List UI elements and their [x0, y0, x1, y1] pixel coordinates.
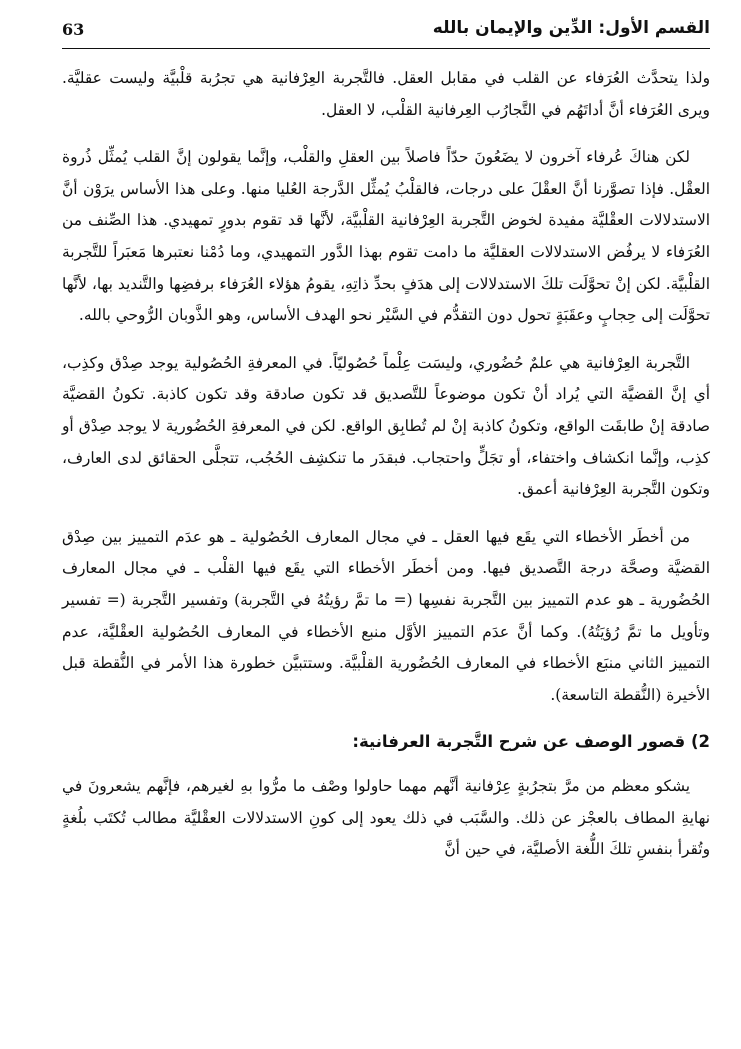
section-heading: 2) قصور الوصف عن شرح التَّجربة العرفانية:: [352, 732, 710, 752]
page-body: [62, 63, 710, 866]
paragraph-2: لكن هناكَ عُرفاء آخرون لا يضَعُونَ حدّاً فاصلاً بين العقلِ والقلْب، وإنَّما يقولون إنَّ القلب يُمثِّل ذُروة العقْل. فإذا تصوَّرنا أنَّ العقْلَ على درجات، فالقلْبُ يُمثِّل الدَّرجة العُليا منها. وعلى هذا الأساس يرَوْن أنَّ الاستدلالات العقْليَّة مفيدة لخوض التَّجربة العِرْفانية القلْبيَّة، لأنَّها قد تقوم بدورٍ تمهيدي. هذا الصِّنف من العُرَفاء لا يرفُض الاستدلالات العقليَّة ما دامت تقوم بهذا الدَّور التمهيدي، وما دُمْنا نعتبرها مَعبَراً للتَّجربة القلْبيَّة. لكن إنْ تحوَّلَت تلكَ الاستدلالات إلى هدَفٍ بحدِّ ذاتِهِ، يقومُ هؤلاء العُرَفاء برفضِها والتَّنديد بها، لأنَّها تحوَّلَت إلى حِجابٍ وعقَبَةٍ تحول دون التقدُّم في السَّيْر نحو الهدف الأساس، وهو الذَّوبان الرُّوحي بالله.: [62, 148, 710, 325]
paragraph-1: ولذا يتحدَّث العُرَفاء عن القلب في مقابل العقل. فالتَّجربة العِرْفانية هي تجرُبة قلْبيَّة وليست عقليَّة. ويرى العُرَفاء أنَّ أداتَهُم في التَّجارُب العِرفانية القلْب، لا العقل.: [62, 69, 710, 119]
paragraph-3: التَّجربة العِرْفانية هي علمٌ حُضُوري، وليسَت عِلْماً حُصُوليّاً. في المعرفةِ الحُصُولية يوجد صِدْق وكذِب، أي إنَّ القضيَّة التي يُراد أنْ تكون موضوعاً للتَّصديق قد تكون صادقة وقد تكون كاذبة. تكونُ القضيَّة صادقة إنْ طابقَت الواقع، وتكونُ كاذبة إنْ لم تُطابِق الواقع. لكن في المعرفةِ الحُضُورية لا يوجد صِدْق أو كذِب، وإنَّما انكشاف واختفاء، أو تجَلٍّ واحتجاب. فبقدَر ما تنكشِف الحُجُب، تتجلَّى الحقائق لدى العارف، وتكون التَّجربة العِرْفانية أعمق.: [62, 353, 710, 499]
page-number: 63: [62, 20, 85, 39]
book-page: [62, 14, 710, 1034]
running-header-title: القسم الأول: الدِّين والإيمان بالله: [432, 18, 710, 38]
paragraph-5: يشكو معظم من مرَّ بتجرُبةٍ عِرْفانية أنَّهم مهما حاولوا وصْف ما مرُّوا بهِ لغيرهم، فإنَّهم يشعرونَ في نهايةِ المطاف بالعجْز عن ذلك. والسَّبَب في ذلك يعود إلى كونِ الاستدلالات العقْليَّة مطالب تُكتَب بلُغةٍ وتُقرأ بنفسِ تلكَ اللُّغة الأصليَّة، في حين أنَّ: [62, 777, 710, 859]
running-header: [62, 14, 710, 49]
paragraph-4: من أخطَر الأخطاء التي يقَع فيها العقل ـ في مجال المعارف الحُصُولية ـ هو عدَم التمييز بين صِدْق القضيَّة وصحَّة درجة التَّصديق فيها. ومن أخطَر الأخطاء التي يقَع فيها القلْب ـ في مجال المعارف الحُضُورية ـ هو عدم التمييز بين التَّجربة نفسِها (= ما تمَّ رؤيتُهُ في التَّجربة) وتفسير التَّجربة (= تفسير وتأويل ما تمَّ رُؤيَتُهُ). وكما أنَّ عدَم التمييز الأوَّل منبع الأخطاء في المعارف الحُصُولية العقْليَّة، عدم التمييز الثاني منبَع الأخطاء في المعارف الحُضُورية القلْبيَّة. وستتبيَّن خطورة هذا الأمر في النُّقطة قبل الأخيرة (النُّقطة التاسعة).: [62, 527, 710, 704]
